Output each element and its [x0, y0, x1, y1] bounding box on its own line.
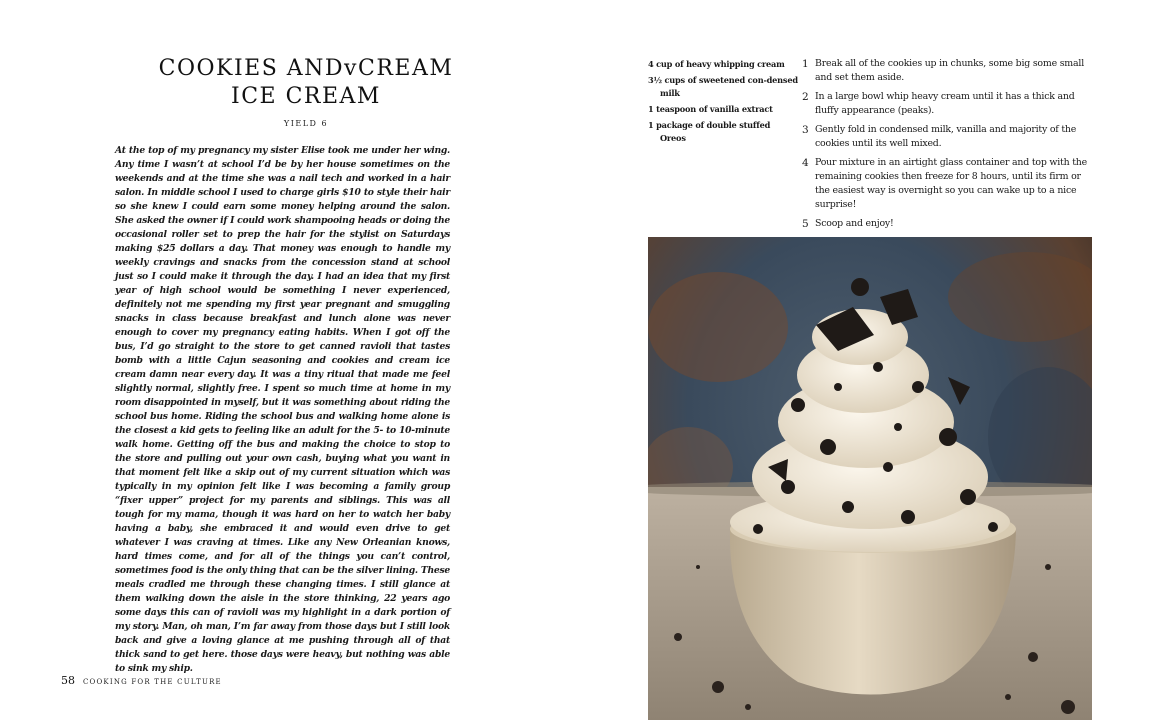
step-number: 4: [802, 157, 809, 169]
step-text: Pour mixture in an airtight glass container and top with the remaining cookies then freeze for 8 hours, until its firm or the easiest way is overnight so you can wake up to a nice surprise!: [815, 157, 1087, 210]
ingredient-item: 1 teaspoon of vanilla extract: [648, 104, 773, 114]
step-text: In a large bowl whip heavy cream until it has a thick and fluffy appearance (peaks).: [815, 91, 1075, 116]
ice-cream-bowl-illustration: [648, 237, 1092, 720]
recipe-title: [100, 55, 512, 111]
step-number: 5: [802, 218, 809, 230]
yield-label: YIELD 6: [283, 119, 329, 128]
step-text: Scoop and enjoy!: [815, 218, 894, 229]
step-text: Break all of the cookies up in chunks, some big some small and set them aside.: [815, 58, 1084, 83]
headnote-story: At the top of my pregnancy my sister Elise took me under her wing. Any time I wasn’t at school I’d be by her house sometimes on the weekends and at the time she was a nail tech and worked in a hair salon. In middle school I used to charge girls $10 to style their hair so she knew I could earn some money helping around the salon. She asked the owner if I could work shampooing heads or doing the occasional roller set to prep the hair for the stylist on Saturdays making $25 dollars a day. That money was enough to handle my weekly cravings and snacks from the concession stand at school just so I could make it through the day. I had an idea that my first year of high school would be something I never experienced, definitely not me spending my first year pregnant and smuggling snacks in class because breakfast and lunch alone was never enough to cover my pregnancy eating habits. When I got off the bus, I’d go straight to the store to get canned ravioli that tastes bomb with a little Cajun seasoning and cookies and cream ice cream damn near every day. It was a tiny ritual that made me feel slightly normal, slightly free. I spent so much time at home in my room disappointed in myself, but it was something about riding the school bus home. Riding the school bus and walking home alone is the closest a kid gets to feeling like an adult for the 5- to 10-minute walk home. Getting off the bus and making the choice to stop to the store and pulling out your own cash, buying what you want in that moment felt like a skip out of my current situation which was typically in my opinion felt like I was becoming a family group “fixer upper” project for my parents and siblings. This was all tough for my mama, though it was hard on her to watch her baby having a baby, she embraced it and would even drive to get whatever I was craving at times. Like any New Orleanian knows, hard times come, and for all of the things you can’t control, sometimes food is the only thing that can be the silver lining. These meals cradled me through these changing times. I still glance at them walking down the aisle in the store thinking, 22 years ago some days this can of ravioli was my highlight in a dark portion of my story. Man, oh man, I’m far away from those days but I still look back and give a loving glance at me pushing through all of that thick sand to get here. those days were heavy, but nothing was able to sink my ship.: [115, 145, 450, 674]
step-item: [802, 57, 1094, 85]
ingredient-item: 1 package of double stuffed Oreos: [648, 120, 771, 143]
step-item: [802, 156, 1094, 212]
step-item: [802, 90, 1094, 118]
step-number: 3: [802, 124, 809, 136]
step-item: [802, 217, 1094, 231]
title-line-2: ICE CREAM: [231, 84, 381, 109]
step-item: [802, 123, 1094, 151]
ingredient-item: 4 cup of heavy whipping cream: [648, 59, 785, 69]
ingredient-item: 3½ cups of sweetened con-densed milk: [648, 75, 798, 98]
method-steps: [802, 57, 1094, 236]
page-number: 58: [61, 674, 75, 687]
ingredient-list: [648, 58, 798, 148]
ice-cream-photo: [648, 237, 1092, 720]
step-text: Gently fold in condensed milk, vanilla and majority of the cookies until its well mixed.: [815, 124, 1077, 149]
page-footer: [61, 674, 222, 687]
step-number: 1: [802, 58, 809, 70]
title-line-1: COOKIES ANDvCREAM: [158, 56, 454, 81]
running-title: COOKING FOR THE CULTURE: [83, 678, 222, 686]
right-page: [576, 0, 1152, 720]
step-number: 2: [802, 91, 809, 103]
